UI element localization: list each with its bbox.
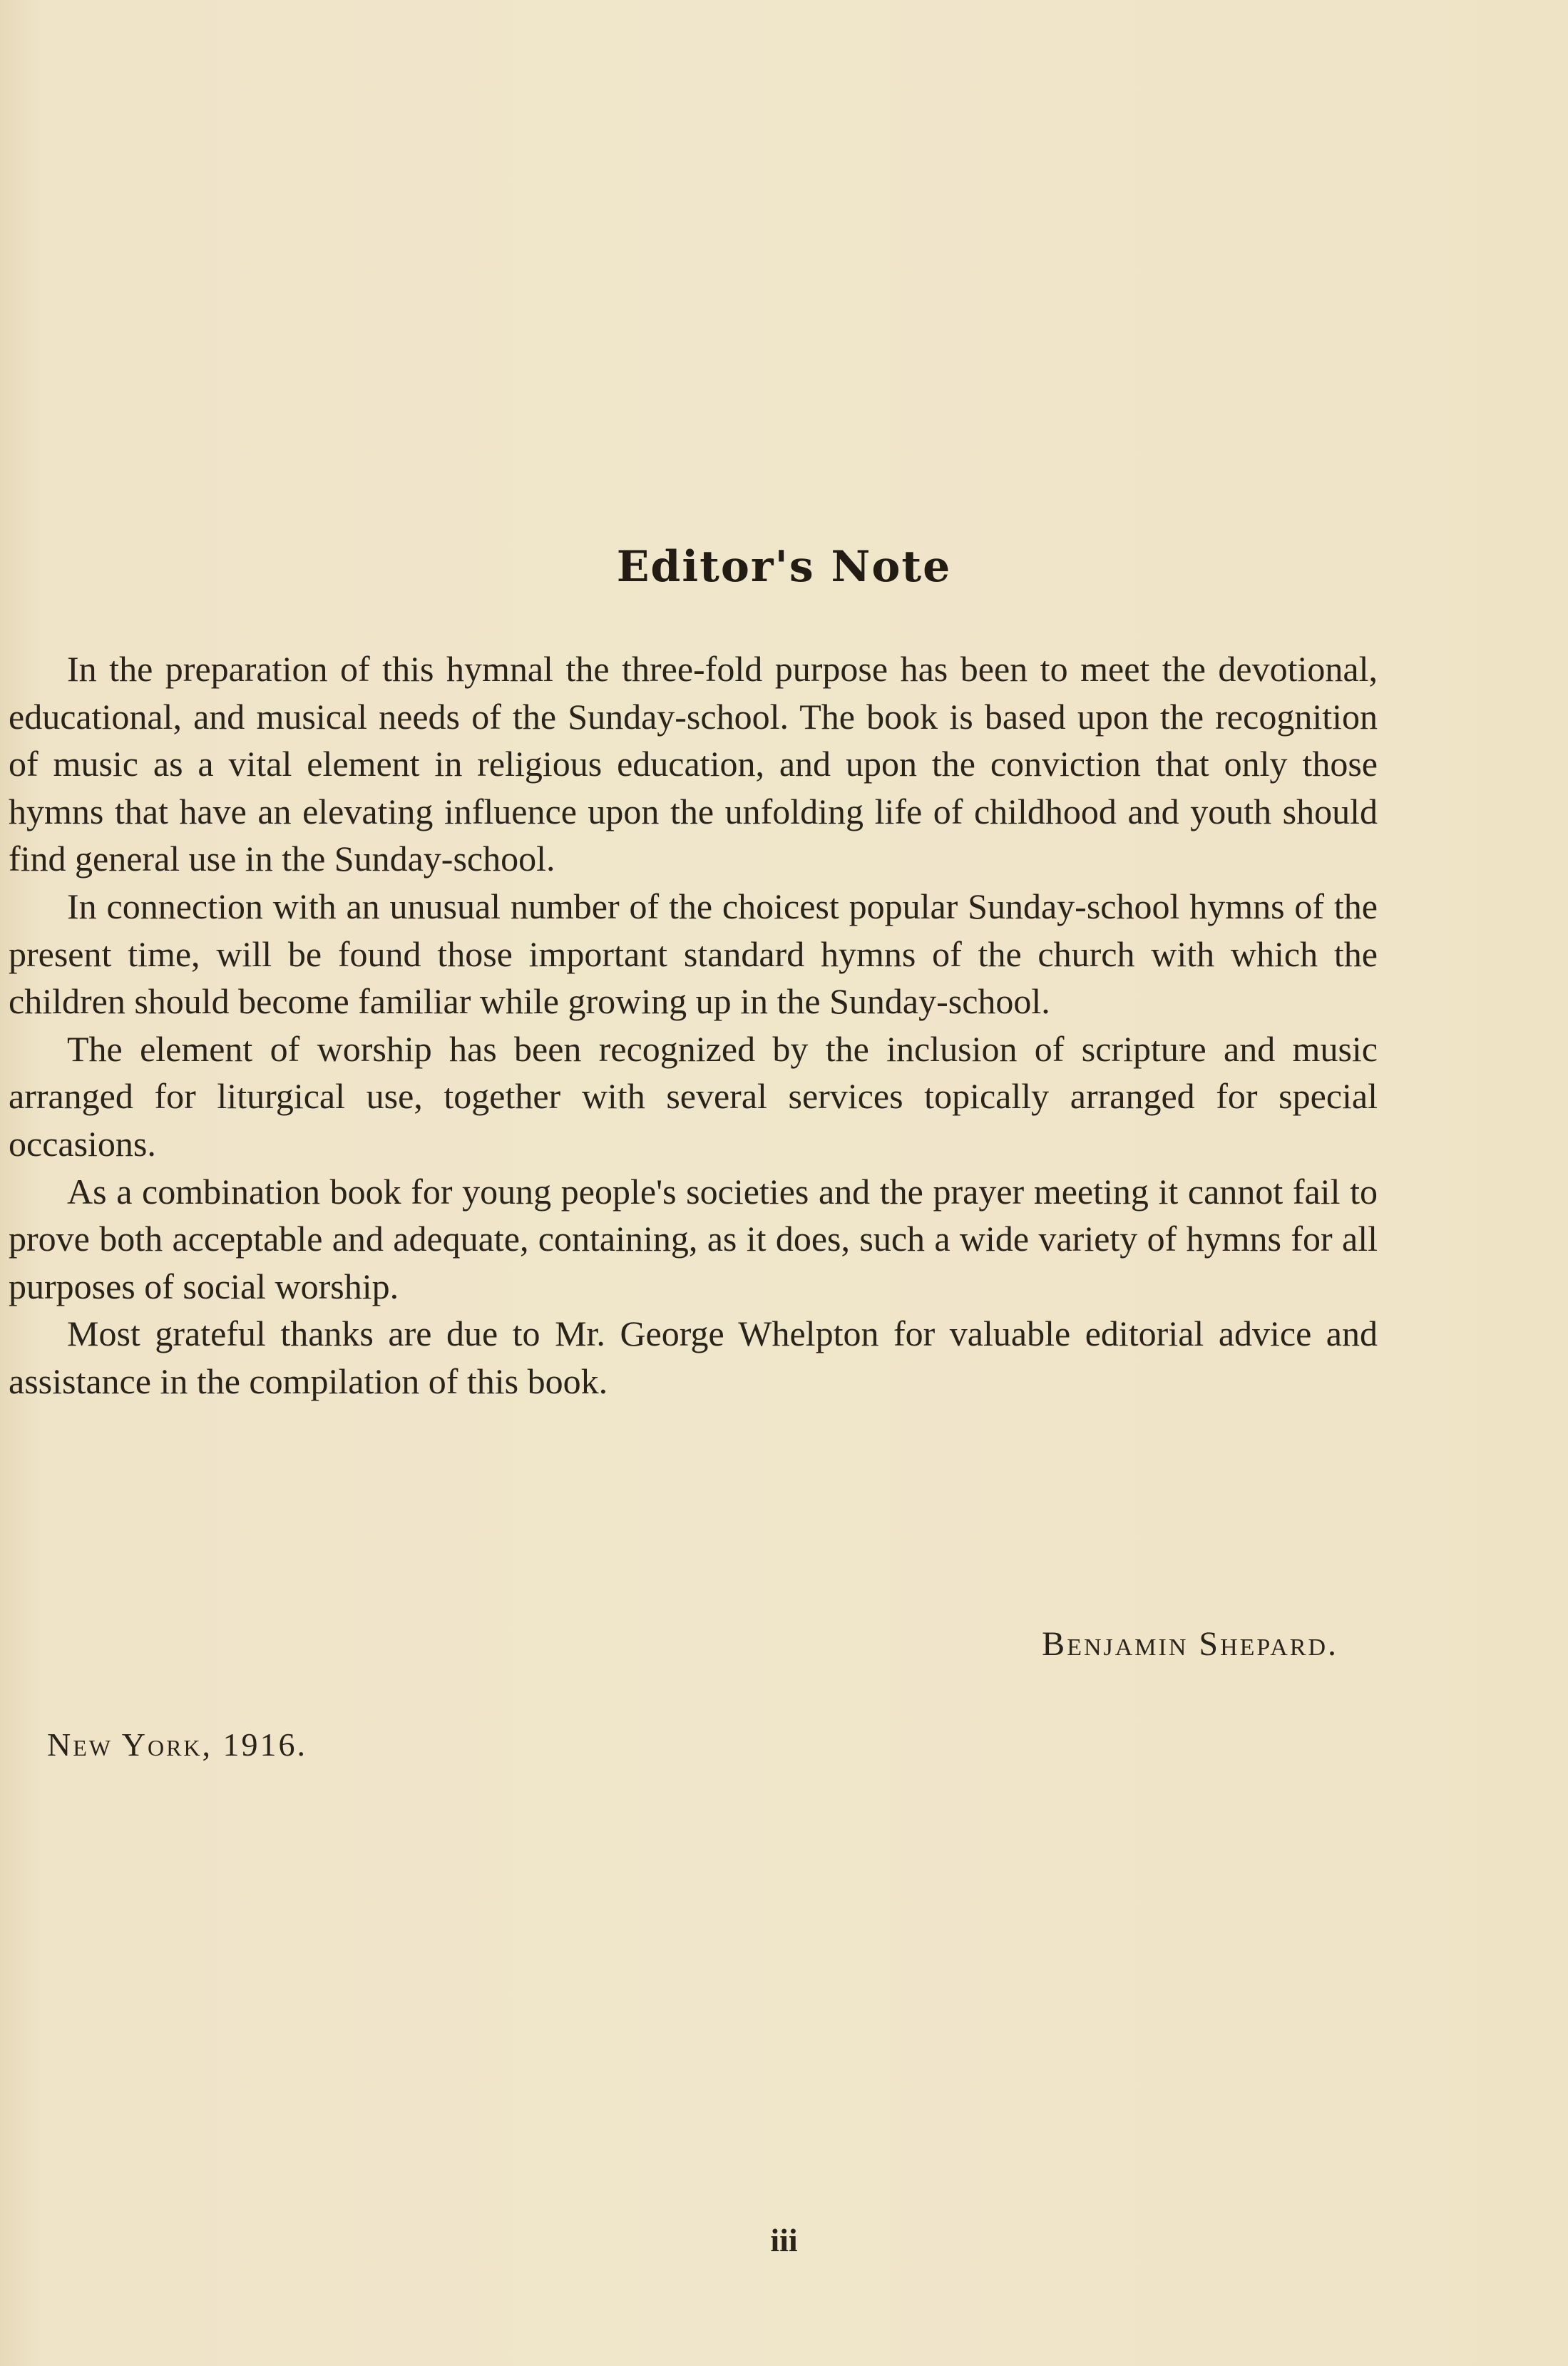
author-signature: Benjamin Shepard. — [1042, 1625, 1338, 1663]
paragraph: As a combination book for young people's societies and the prayer meeting it cannot fail to prove both acceptable and adequate, containing, as it does, such a wide variety of hymns for all purposes of social worship. — [9, 1171, 1378, 1306]
page-number: iii — [770, 2222, 798, 2258]
paragraph: In connection with an unusual number of the choicest popular Sunday-school hymns of the present time, will be found those important standard hymns of the church with which the children should become familiar while growing up in the Sunday-school. — [9, 886, 1378, 1022]
paragraph: The element of worship has been recognized by the inclusion of scripture and music arranged for liturgical use, together with several services topically arranged for special occasions. — [9, 1028, 1378, 1164]
paragraph: In the preparation of this hymnal the three-fold purpose has been to meet the devotional, educational, and musical needs of the Sunday-school. The book is based upon the recognition of music as a vital element in religious education, and upon the conviction that only those hymns that have an elevating influence upon the unfolding life of childhood and youth should find general use in the Sunday-school. — [9, 649, 1378, 879]
paragraph: Most grateful thanks are due to Mr. George Whelpton for valuable editorial advice and assistance in the compilation of this book. — [9, 1313, 1378, 1401]
note-body — [9, 645, 1378, 1405]
place-and-date: New York, 1916. — [47, 1726, 308, 1763]
page-title: Editor's Note — [616, 542, 952, 592]
